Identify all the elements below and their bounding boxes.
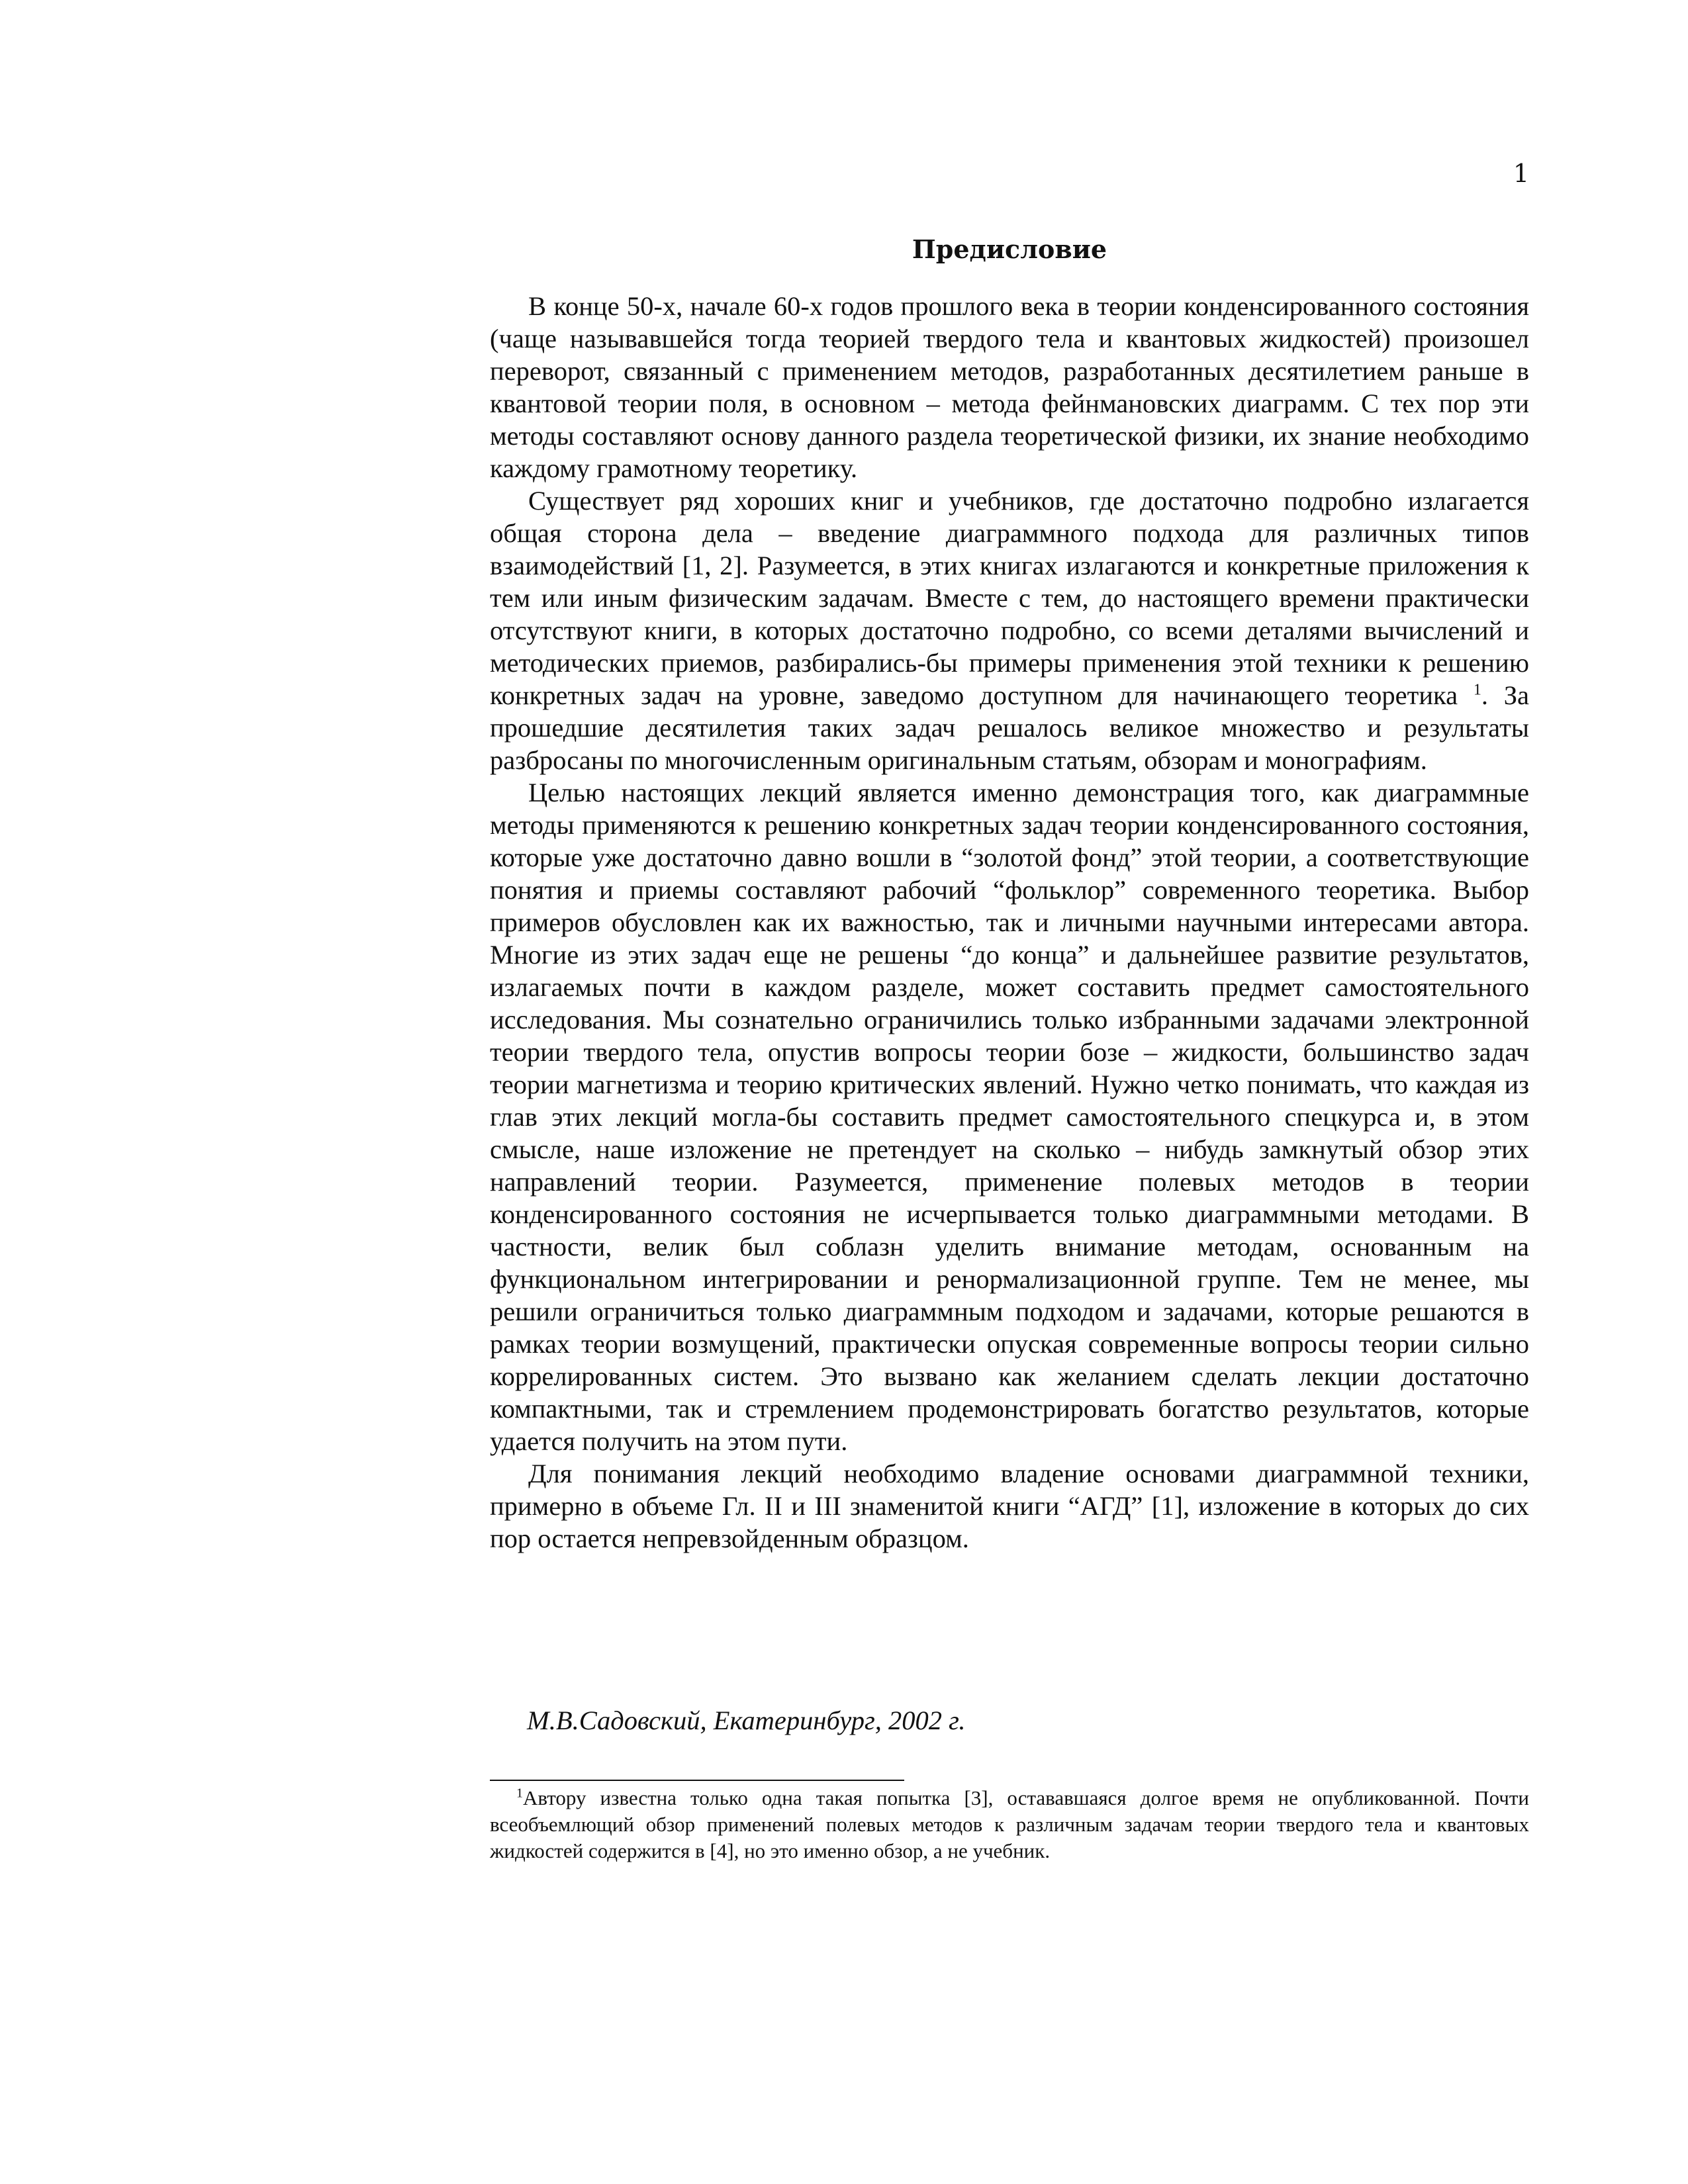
page-title: Предисловие [912,234,1107,264]
paragraph-2-start: Существует ряд хороших книг и учебников, где достаточно подробно излагается общая сторона дела – введение диаграммного подхода для различных типов взаимодействий [1, 2]. Разумеется, в этих книгах излагаются и конкретные приложения к тем или иным физическим задачам. Вместе с тем, до настоящего времени практически отсутствуют книги, в которых достаточно подробно, со всеми деталями вычислений и методических приемов, разбирались-бы примеры применения этой техники к решению конкретных задач на уровне, заведомо доступном для начинающего теоретика [490,486,1529,710]
author-signature: М.В.Садовский, Екатеринбург, 2002 г. [527,1706,966,1735]
footnote-paragraph [490,1785,1529,1864]
paragraph-1: В конце 50-х, начале 60-х годов прошлого века в теории конденсированного состояния (чаще называвшейся тогда теорией твердого тела и квантовых жидкостей) произошел переворот, связанный с применением методов, разработанных десятилетием раньше в квантовой теории поля, в основном – метода фейнмановских диаграмм. С тех пор эти методы составляют основу данного раздела теоретической физики, их знание необходимо каждому грамотному теоретику. [490,291,1529,483]
footnote-reference[interactable]: 1 [1473,681,1481,699]
footnote-text: Автору известна только одна такая попытка [3], остававшаяся долгое время не опубликованной. Почти всеобъемлющий обзор применений полевых методов к различным задачам теории твердого тела и квантовых жидкостей содержится в [4], но это именно обзор, а не учебник. [490,1786,1529,1862]
footnote-marker: 1 [516,1786,523,1801]
footnote [490,1785,1529,1864]
paragraph-2-end: . За прошедшие десятилетия таких задач решалось великое множество и результаты разбросаны по многочисленным оригинальным статьям, обзорам и монографиям. [490,680,1530,775]
footnote-divider [490,1780,904,1781]
paragraph-2 [490,484,1529,776]
preface-body [490,290,1529,1555]
paragraph-3: Целью настоящих лекций является именно демонстрация того, как диаграммные методы применяются к решению конкретных задач теории конденсированного состояния, которые уже достаточно давно вошли в “золотой фонд” этой теории, а соответствующие понятия и приемы составляют рабочий “фольклор” современного теоретика. Выбор примеров обусловлен как их важностью, так и личными научными интересами автора. Многие из этих задач еще не решены “до конца” и дальнейшее развитие результатов, излагаемых почти в каждом разделе, может составить предмет самостоятельного исследования. Мы сознательно ограничились только избранными задачами электронной теории твердого тела, опустив вопросы теории бозе – жидкости, большинство задач теории магнетизма и теорию критических явлений. Нужно четко понимать, что каждая из глав этих лекций могла-бы составить предмет самостоятельного спецкурса и, в этом смысле, наше изложение не претендует на сколько – нибудь замкнутый обзор этих направлений теории. Разумеется, применение полевых методов в теории конденсированного состояния не исчерпывается только диаграммными методами. В частности, велик был соблазн уделить внимание методам, основанным на функциональном интегрировании и ренормализационной группе. Тем не менее, мы решили ограничиться только диаграммным подходом и задачами, которые решаются в рамках теории возмущений, практически опуская современные вопросы теории сильно коррелированных систем. Это вызвано как желанием сделать лекции достаточно компактными, так и стремлением продемонстрировать богатство результатов, которые удается получить на этом пути. [490,778,1529,1456]
paragraph-4: Для понимания лекций необходимо владение основами диаграммной техники, примерно в объеме Гл. II и III знаменитой книги “АГД” [1], изложение в которых до сих пор остается непревзойденным образцом. [490,1459,1529,1553]
page-number: 1 [1513,159,1529,188]
